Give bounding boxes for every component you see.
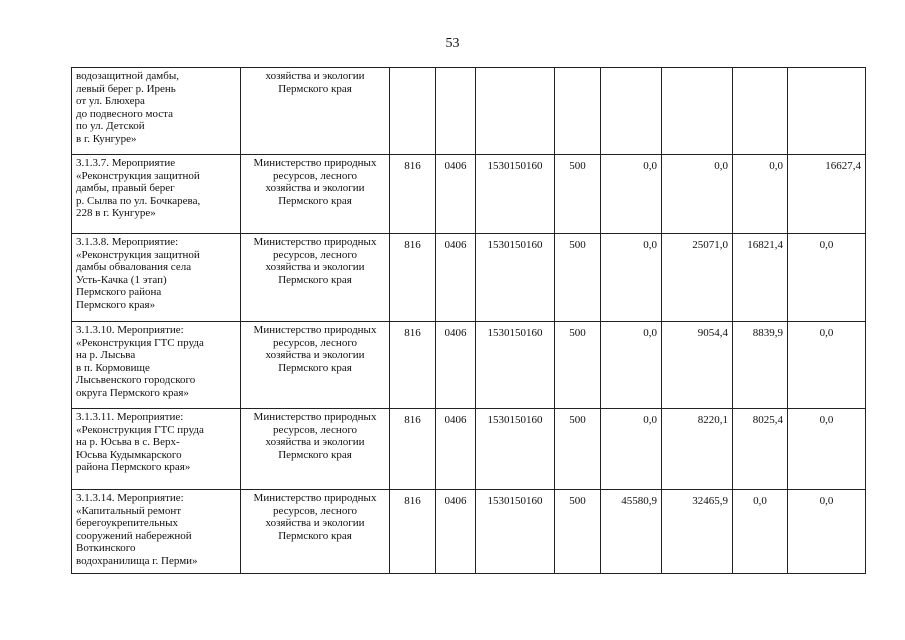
section-code: 0406 [436, 490, 476, 574]
amount-3: 16821,4 [733, 234, 788, 322]
budget-table [71, 67, 866, 574]
table-row [72, 68, 866, 155]
expense-type-code: 500 [555, 155, 601, 234]
table-row [72, 490, 866, 574]
measure-description: 3.1.3.11. Мероприятие: «Реконструкция ГТС пруда на р. Юсьва в с. Верх- Юсьва Кудымкарского района Пермского края» [72, 409, 241, 490]
amount-2: 0,0 [662, 155, 733, 234]
amount-1: 45580,9 [601, 490, 662, 574]
expense-type-code: 500 [555, 409, 601, 490]
amount-3: 8839,9 [733, 322, 788, 409]
section-code: 0406 [436, 155, 476, 234]
amount-3: 8025,4 [733, 409, 788, 490]
table-row [72, 322, 866, 409]
measure-description: 3.1.3.10. Мероприятие: «Реконструкция ГТС пруда на р. Лысьва в п. Кормовище Лысьвенского городского округа Пермского края» [72, 322, 241, 409]
target-article-code [476, 68, 555, 155]
target-article-code: 1530150160 [476, 409, 555, 490]
amount-4 [788, 68, 866, 155]
grbs-code [390, 68, 436, 155]
expense-type-code: 500 [555, 490, 601, 574]
target-article-code: 1530150160 [476, 490, 555, 574]
grbs-code: 816 [390, 322, 436, 409]
amount-2: 9054,4 [662, 322, 733, 409]
amount-4: 16627,4 [788, 155, 866, 234]
grbs-code: 816 [390, 234, 436, 322]
measure-description: 3.1.3.14. Мероприятие: «Капитальный ремонт берегоукрепительных сооружений набережной Воткинского водохранилища г. Перми» [72, 490, 241, 574]
expense-type-code: 500 [555, 322, 601, 409]
responsible-organization: хозяйства и экологии Пермского края [241, 68, 390, 155]
measure-description: водозащитной дамбы, левый берег р. Ирень от ул. Блюхера до подвесного моста по ул. Детской в г. Кунгуре» [72, 68, 241, 155]
grbs-code: 816 [390, 409, 436, 490]
measure-description: 3.1.3.8. Мероприятие: «Реконструкция защитной дамбы обвалования села Усть-Качка (1 этап) Пермского района Пермского края» [72, 234, 241, 322]
responsible-organization: Министерство природных ресурсов, лесного хозяйства и экологии Пермского края [241, 234, 390, 322]
expense-type-code [555, 68, 601, 155]
section-code: 0406 [436, 409, 476, 490]
amount-1: 0,0 [601, 322, 662, 409]
responsible-organization: Министерство природных ресурсов, лесного хозяйства и экологии Пермского края [241, 155, 390, 234]
amount-2: 32465,9 [662, 490, 733, 574]
measure-description: 3.1.3.7. Мероприятие «Реконструкция защитной дамбы, правый берег р. Сылва по ул. Бочкарева, 228 в г. Кунгуре» [72, 155, 241, 234]
grbs-code: 816 [390, 155, 436, 234]
amount-1 [601, 68, 662, 155]
section-code: 0406 [436, 234, 476, 322]
target-article-code: 1530150160 [476, 322, 555, 409]
amount-1: 0,0 [601, 409, 662, 490]
responsible-organization: Министерство природных ресурсов, лесного хозяйства и экологии Пермского края [241, 409, 390, 490]
page-number: 53 [445, 36, 460, 51]
amount-3 [733, 68, 788, 155]
expense-type-code: 500 [555, 234, 601, 322]
amount-4: 0,0 [788, 490, 866, 574]
table-row [72, 234, 866, 322]
responsible-organization: Министерство природных ресурсов, лесного хозяйства и экологии Пермского края [241, 490, 390, 574]
amount-4: 0,0 [788, 322, 866, 409]
table-body [72, 68, 866, 574]
section-code: 0406 [436, 322, 476, 409]
amount-1: 0,0 [601, 155, 662, 234]
amount-3: 0,0 [733, 155, 788, 234]
target-article-code: 1530150160 [476, 234, 555, 322]
amount-3: 0,0 [733, 490, 788, 574]
amount-1: 0,0 [601, 234, 662, 322]
amount-2 [662, 68, 733, 155]
amount-2: 25071,0 [662, 234, 733, 322]
amount-4: 0,0 [788, 234, 866, 322]
amount-2: 8220,1 [662, 409, 733, 490]
section-code [436, 68, 476, 155]
amount-4: 0,0 [788, 409, 866, 490]
grbs-code: 816 [390, 490, 436, 574]
table-row [72, 155, 866, 234]
table-row [72, 409, 866, 490]
responsible-organization: Министерство природных ресурсов, лесного хозяйства и экологии Пермского края [241, 322, 390, 409]
target-article-code: 1530150160 [476, 155, 555, 234]
